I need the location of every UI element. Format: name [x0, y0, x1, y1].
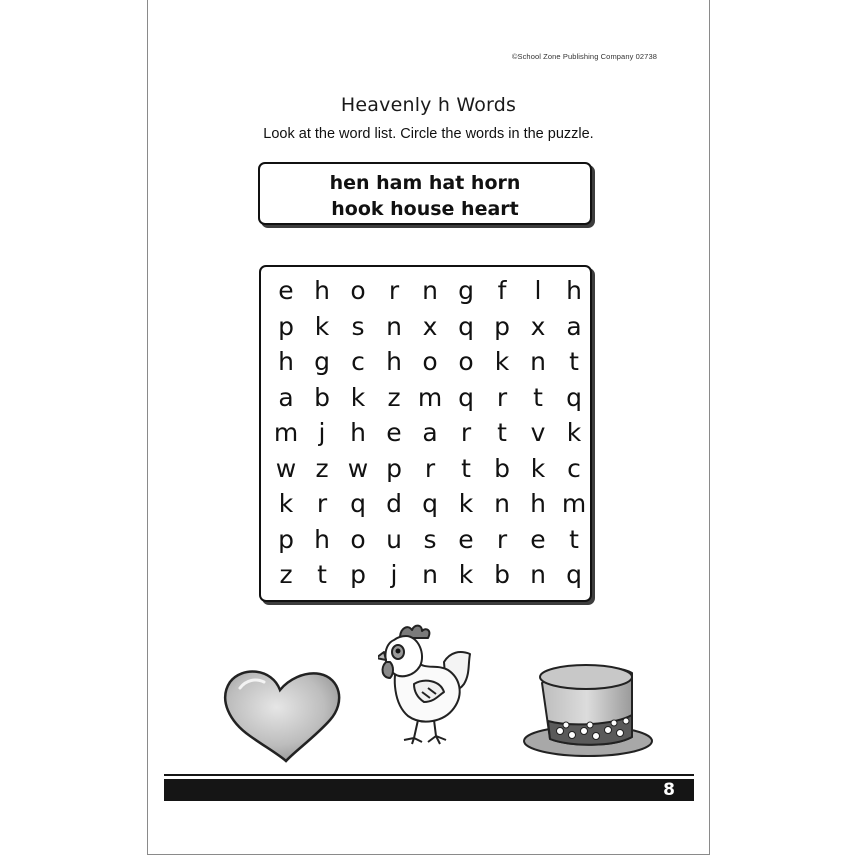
grid-letter[interactable]: v	[530, 418, 546, 447]
hat-illustration	[520, 655, 656, 759]
grid-letter[interactable]: g	[314, 347, 330, 376]
instructions: Look at the word list. Circle the words in the puzzle.	[263, 126, 594, 142]
grid-letter[interactable]: n	[422, 276, 438, 305]
grid-letter[interactable]: l	[534, 276, 542, 305]
grid-letter[interactable]: t	[317, 560, 327, 589]
grid-letter[interactable]: b	[494, 560, 510, 589]
hen-illustration	[378, 622, 478, 750]
grid-letter[interactable]: n	[530, 560, 546, 589]
grid-letter[interactable]: k	[314, 311, 330, 341]
grid-letter[interactable]: h	[386, 347, 402, 376]
grid-letter[interactable]: e	[458, 524, 474, 554]
grid-letter[interactable]: p	[350, 560, 366, 589]
grid-letter[interactable]: a	[566, 311, 582, 341]
grid-letter[interactable]: h	[314, 524, 330, 554]
grid-letter[interactable]: t	[461, 453, 471, 483]
grid-letter[interactable]: e	[530, 524, 546, 554]
grid-letter[interactable]: f	[497, 276, 507, 305]
grid-letter[interactable]: o	[350, 276, 366, 305]
grid-letter[interactable]: n	[494, 489, 510, 518]
grid-letter[interactable]: j	[390, 560, 398, 589]
grid-letter[interactable]: k	[278, 489, 294, 518]
grid-letter[interactable]: o	[422, 347, 438, 376]
grid-letter[interactable]: w	[347, 453, 369, 483]
grid-letter[interactable]: h	[314, 276, 330, 305]
grid-letter[interactable]: m	[273, 418, 299, 447]
grid-letter[interactable]: k	[458, 560, 474, 589]
grid-letter[interactable]: p	[278, 524, 294, 554]
grid-letter[interactable]: r	[460, 418, 472, 447]
grid-letter[interactable]: c	[351, 347, 365, 376]
grid-letter[interactable]: s	[423, 524, 437, 554]
grid-letter[interactable]: n	[422, 560, 438, 589]
grid-letter[interactable]: h	[566, 276, 582, 305]
grid-letter[interactable]: h	[350, 418, 366, 447]
grid-letter[interactable]: n	[386, 311, 402, 341]
copyright-notice: ©School Zone Publishing Company 02738	[511, 52, 657, 61]
grid-letter[interactable]: t	[533, 382, 543, 412]
grid-letter[interactable]: r	[496, 524, 508, 554]
grid-letter[interactable]: r	[496, 382, 508, 412]
worksheet-page	[147, 0, 710, 855]
grid-letter[interactable]: k	[530, 453, 546, 483]
footer-rule	[164, 774, 694, 776]
grid-letter[interactable]: z	[279, 560, 293, 589]
heart-illustration	[220, 660, 346, 764]
grid-letter[interactable]: q	[458, 382, 474, 412]
grid-letter[interactable]: h	[530, 489, 546, 518]
grid-letter[interactable]: t	[497, 418, 507, 447]
footer-bar	[164, 779, 694, 801]
grid-letter[interactable]: o	[458, 347, 474, 376]
word-list-line-2: hook house heart	[331, 198, 519, 220]
grid-letter[interactable]: x	[422, 311, 438, 341]
grid-letter[interactable]: t	[569, 524, 579, 554]
grid-letter[interactable]: m	[417, 382, 443, 412]
page-number: 8	[663, 780, 675, 800]
word-list-box	[258, 162, 592, 225]
grid-letter[interactable]: p	[278, 311, 294, 341]
grid-letter[interactable]: p	[386, 453, 402, 483]
grid-letter[interactable]: e	[278, 276, 294, 305]
grid-letter[interactable]: b	[314, 382, 330, 412]
grid-letter[interactable]: a	[278, 382, 294, 412]
grid-letter[interactable]: d	[386, 489, 402, 518]
grid-letter[interactable]: k	[494, 347, 510, 376]
grid-letter[interactable]: q	[350, 489, 366, 518]
grid-letter[interactable]: a	[422, 418, 438, 447]
grid-letter[interactable]: q	[566, 560, 582, 589]
page-title: Heavenly h Words	[340, 94, 517, 116]
grid-letter[interactable]: e	[386, 418, 402, 447]
grid-letter[interactable]: r	[388, 276, 400, 305]
grid-letter[interactable]: w	[275, 453, 297, 483]
grid-letter[interactable]: q	[566, 382, 582, 412]
grid-letter[interactable]: z	[315, 453, 329, 483]
grid-letter[interactable]: x	[530, 311, 546, 341]
word-search-grid	[259, 265, 592, 602]
grid-letter[interactable]: n	[530, 347, 546, 376]
grid-letter[interactable]: q	[422, 489, 438, 518]
grid-letter[interactable]: z	[387, 382, 401, 412]
word-list-line-1: hen ham hat horn	[329, 172, 521, 194]
grid-letter[interactable]: r	[424, 453, 436, 483]
grid-letter[interactable]: r	[316, 489, 328, 518]
grid-letter[interactable]: u	[386, 524, 402, 554]
grid-letter[interactable]: m	[561, 489, 587, 518]
grid-letter[interactable]: o	[350, 524, 366, 554]
grid-letter[interactable]: k	[566, 418, 582, 447]
grid-letter[interactable]: t	[569, 347, 579, 376]
grid-letter[interactable]: g	[458, 276, 474, 305]
grid-letter[interactable]: c	[567, 453, 581, 483]
grid-letter[interactable]: b	[494, 453, 510, 483]
grid-letter[interactable]: q	[458, 311, 474, 341]
grid-letter[interactable]: s	[351, 311, 365, 341]
grid-letter[interactable]: k	[350, 382, 366, 412]
grid-letter[interactable]: k	[458, 489, 474, 518]
grid-letter[interactable]: j	[318, 418, 326, 447]
grid-letter[interactable]: p	[494, 311, 510, 341]
grid-letter[interactable]: h	[278, 347, 294, 376]
